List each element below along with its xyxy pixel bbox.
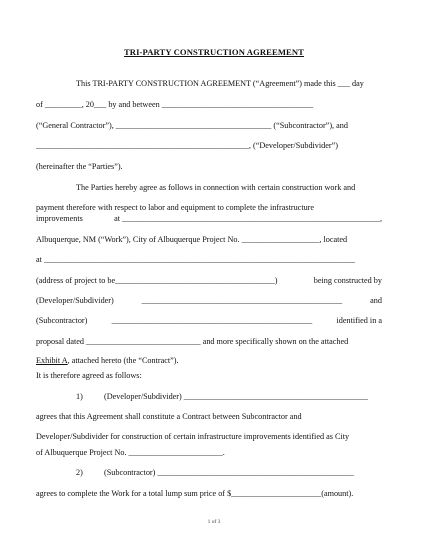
paragraph-line: Developer/Subdivider for construction of certain infrastructure improvements identified as City — [36, 432, 350, 441]
line-segment: improvements — [36, 214, 83, 223]
line-segment: (Developer/Subdivider) — [36, 296, 114, 305]
line-segment: (Subcontractor) — [36, 316, 88, 325]
paragraph-line: This TRI-PARTY CONSTRUCTION AGREEMENT (“Agreement”) made this ___ day — [76, 79, 364, 88]
line-segment: _________________________________________________ — [111, 316, 313, 325]
paragraph-line: It is therefore agreed as follows: — [36, 371, 142, 380]
paragraph-line — [36, 296, 382, 306]
paragraph-line: of Albuquerque Project No. _______________________. — [36, 448, 225, 457]
item-number: 1) — [76, 392, 83, 401]
numbered-item-2 — [76, 468, 382, 478]
paragraph-line: proposal dated ____________________________ and more specifically shown on the attached — [36, 337, 349, 346]
paragraph-line: (hereinafter the “Parties”). — [36, 162, 123, 171]
numbered-item-1 — [76, 392, 382, 402]
line-segment: at _______________________________________________________________, — [114, 214, 382, 223]
line-segment: and — [370, 296, 382, 305]
paragraph-line: (“General Contractor”), ______________________________________ (“Subcontractor”), and — [36, 121, 348, 130]
line-segment: identified in a — [336, 316, 382, 325]
paragraph-line: of _________, 20___ by and between _____________________________________ — [36, 100, 314, 109]
paragraph-line — [36, 214, 382, 224]
paragraph-line: ____________________________________________________, (“Developer/Subdivider”) — [36, 141, 338, 150]
line-segment: being constructed by — [313, 276, 382, 285]
paragraph-line: payment therefore with respect to labor and equipment to complete the infrastructure — [36, 203, 315, 212]
line-segment: _________________________________________________ — [141, 296, 343, 305]
page-number: 1 of 3 — [207, 519, 221, 525]
line-segment: (Developer/Subdivider) _____________________________________________ — [104, 392, 369, 401]
paragraph-line — [36, 356, 382, 366]
paragraph-line — [36, 316, 382, 326]
paragraph-line: agrees to complete the Work for a total lump sum price of $______________________(amount). — [36, 489, 354, 498]
paragraph-line: at ____________________________________________________________________________ — [36, 255, 356, 264]
paragraph-line — [36, 276, 382, 286]
paragraph-line: The Parties hereby agree as follows in connection with certain construction work and — [76, 183, 356, 192]
document-title: TRI-PARTY CONSTRUCTION AGREEMENT — [123, 47, 305, 57]
paragraph-line: agrees that this Agreement shall constitute a Contract between Subcontractor and — [36, 412, 302, 421]
item-number: 2) — [76, 468, 83, 477]
line-segment: , attached hereto (the “Contract”). — [67, 356, 179, 365]
line-segment: (address of project to be_______________________________________) — [36, 276, 278, 285]
line-segment: (Subcontractor) ________________________________________________ — [104, 468, 354, 477]
exhibit-reference: Exhibit A — [36, 356, 68, 365]
paragraph-line: Albuquerque, NM (“Work”), City of Albuquerque Project No. ___________________, located — [36, 235, 348, 244]
